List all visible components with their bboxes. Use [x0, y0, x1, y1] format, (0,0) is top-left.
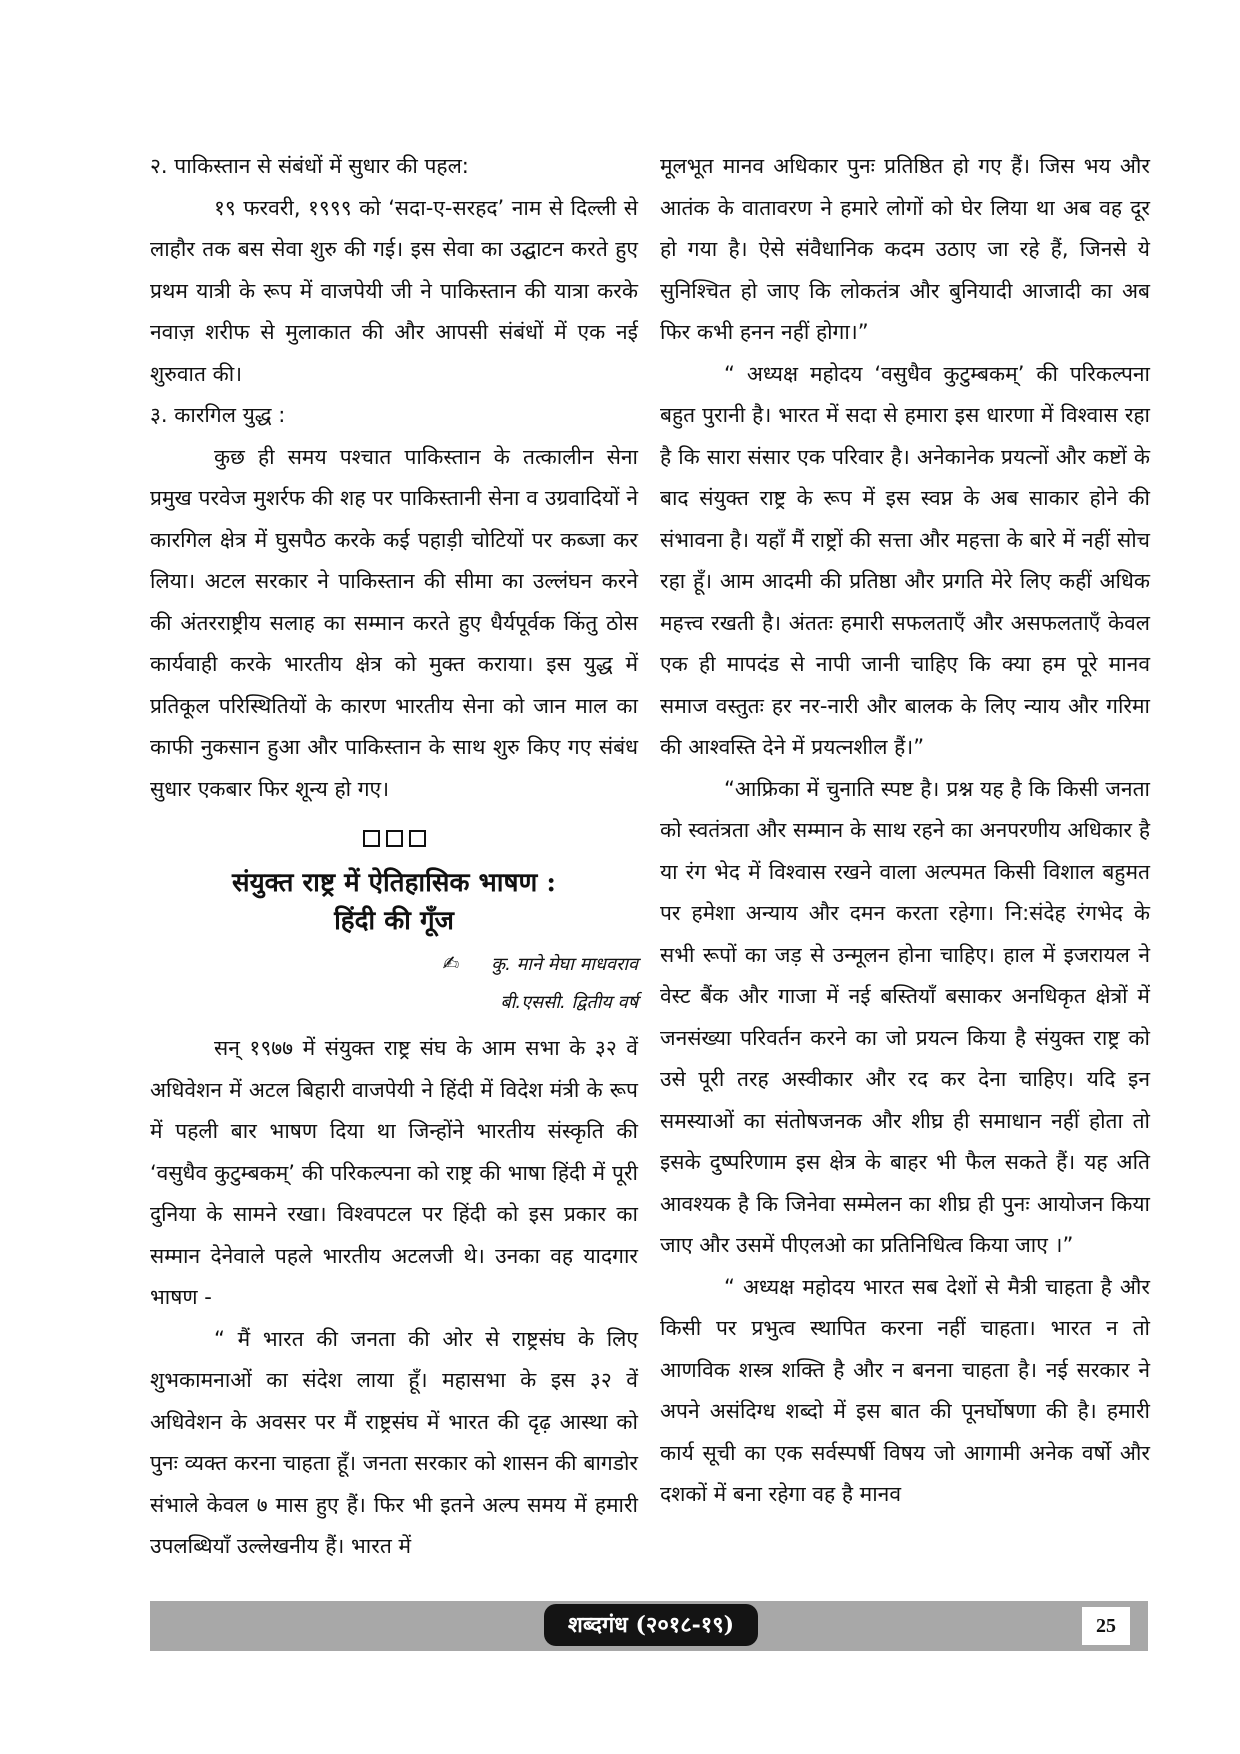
- section-heading-pakistan-relations: २. पाकिस्तान से संबंधों में सुधार की पहल:: [150, 154, 469, 178]
- paragraph-bus-service: १९ फरवरी, १९९९ को ‘सदा-ए-सरहद’ नाम से दिल्ली से लाहौर तक बस सेवा शुरु की गई। इस सेवा का उद्घाटन करते हुए प्रथम यात्री के रूप में वाजपेयी जी ने पाकिस्तान की यात्रा करके नवाज़ शरीफ से मुलाकात की और आपसी संबंधों में एक नई शुरुवात की।: [150, 195, 638, 386]
- paragraph-speech-continued: मूलभूत मानव अधिकार पुनः प्रतिष्ठित हो गए हैं। जिस भय और आतंक के वातावरण ने हमारे लोगों को घेर लिया था अब वह दूर हो गया है। ऐसे संवैधानिक कदम उठाए जा रहे हैं, जिनसे ये सुनिश्चित हो जाए कि लोकतंत्र और बुनियादी आजादी का अब फिर कभी हनन नहीं होगा।”: [660, 154, 1150, 344]
- author-class: बी.एससी. द्वितीय वर्ष: [500, 992, 638, 1013]
- page-footer: [150, 1601, 1148, 1651]
- article-title-line-2: हिंदी की गूँज: [334, 906, 454, 936]
- journal-title: शब्दगंध (२०१८-१९): [544, 1604, 758, 1646]
- section-separator: [150, 818, 638, 858]
- article-title: [150, 864, 638, 940]
- paragraph-un-speech-intro: सन् १९७७ में संयुक्त राष्ट्र संघ के आम सभा के ३२ वें अधिवेशन में अटल बिहारी वाजपेयी ने हिंदी में विदेश मंत्री के रूप में पहली बार भाषण दिया था जिन्होंने भारतीय संस्कृति की ‘वसुधैव कुटुम्बकम्’ की परिकल्पना को राष्ट्र की भाषा हिंदी में पूरी दुनिया के सामने रखा। विश्वपटल पर हिंदी को इस प्रकार का सम्मान देनेवाले पहले भारतीय अटलजी थे। उनका वह यादगार भाषण -: [150, 1036, 638, 1309]
- article-title-line-1: संयुक्त राष्ट्र में ऐतिहासिक भाषण :: [232, 868, 556, 898]
- square-ornament-icon: [386, 830, 403, 847]
- byline: [150, 944, 638, 1022]
- right-column: [660, 146, 1150, 1516]
- pen-icon: ✍: [442, 951, 460, 975]
- paragraph-friendship: “ अध्यक्ष महोदय भारत सब देशों से मैत्री चाहता है और किसी पर प्रभुत्व स्थापित करना नहीं चाहता। भारत न तो आणविक शस्त्र शक्ति है और न बनना चाहता है। नई सरकार ने अपने असंदिग्ध शब्दो में इस बात की पूनर्घोषणा की है। हमारी कार्य सूची का एक सर्वस्पर्षी विषय जो आगामी अनेक वर्षो और दशकों में बना रहेगा वह है मानव: [660, 1274, 1150, 1506]
- paragraph-africa: “आफ्रिका में चुनाति स्पष्ट है। प्रश्न यह है कि किसी जनता को स्वतंत्रता और सम्मान के साथ रहने का अनपरणीय अधिकार है या रंग भेद में विश्वास रखने वाला अल्पमत किसी विशाल बहुमत पर हमेशा अन्याय और दमन करता रहेगा। नि:संदेह रंगभेद के सभी रूपों का जड़ से उन्मूलन होना चाहिए। हाल में इजरायल ने वेस्ट बैंक और गाजा में नई बस्तियाँ बसाकर अनधिकृत क्षेत्रों में जनसंख्या परिवर्तन करने का जो प्रयत्न किया है संयुक्त राष्ट्र को उसे पूरी तरह अस्वीकार और रद कर देना चाहिए। यदि इन समस्याओं का संतोषजनक और शीघ्र ही समाधान नहीं होता तो इसके दुष्परिणाम इस क्षेत्र के बाहर भी फैल सकते हैं। यह अति आवश्यक है कि जिनेवा सम्मेलन का शीघ्र ही पुनः आयोजन किया जाए और उसमें पीएलओ का प्रतिनिधित्व किया जाए ।”: [660, 776, 1150, 1257]
- paragraph-vasudhaiva: “ अध्यक्ष महोदय ‘वसुधैव कुटुम्बकम्’ की परिकल्पना बहुत पुरानी है। भारत में सदा से हमारा इस धारणा में विश्वास रहा है कि सारा संसार एक परिवार है। अनेकानेक प्रयत्नों और कष्टों के बाद संयुक्त राष्ट्र के रूप में इस स्वप्न के अब साकार होने की संभावना है। यहाँ मैं राष्ट्रों की सत्ता और महत्ता के बारे में नहीं सोच रहा हूँ। आम आदमी की प्रतिष्ठा और प्रगति मेरे लिए कहीं अधिक महत्त्व रखती है। अंततः हमारी सफलताएँ और असफलताएँ केवल एक ही मापदंड से नापी जानी चाहिए कि क्या हम पूरे मानव समाज वस्तुतः हर नर-नारी और बालक के लिए न्याय और गरिमा की आश्वस्ति देने में प्रयत्नशील हैं।”: [660, 361, 1150, 759]
- author-name: कु. माने मेघा माधवराव: [491, 954, 638, 975]
- left-column: [150, 146, 638, 1568]
- page-number: 25: [1082, 1607, 1130, 1645]
- paragraph-speech-part-1: “ मैं भारत की जनता की ओर से राष्ट्रसंघ के लिए शुभकामनाओं का संदेश लाया हूँ। महासभा के इस ३२ वें अधिवेशन के अवसर पर मैं राष्ट्रसंघ में भारत की दृढ़ आस्था को पुनः व्यक्त करना चाहता हूँ। जनता सरकार को शासन की बागडोर संभाले केवल ७ मास हुए हैं। फिर भी इतने अल्प समय में हमारी उपलब्धियाँ उल्लेखनीय हैं। भारत में: [150, 1326, 638, 1558]
- paragraph-kargil: कुछ ही समय पश्चात पाकिस्तान के तत्कालीन सेना प्रमुख परवेज मुशर्रफ की शह पर पाकिस्तानी सेना व उग्रवादियों ने कारगिल क्षेत्र में घुसपैठ करके कई पहाड़ी चोटियों पर कब्जा कर लिया। अटल सरकार ने पाकिस्तान की सीमा का उल्लंघन करने की अंतरराष्ट्रीय सलाह का सम्मान करते हुए धैर्यपूर्वक किंतु ठोस कार्यवाही करके भारतीय क्षेत्र को मुक्त कराया। इस युद्ध में प्रतिकूल परिस्थितियों के कारण भारतीय सेना को जान माल का काफी नुकसान हुआ और पाकिस्तान के साथ शुरु किए गए संबंध सुधार एकबार फिर शून्य हो गए।: [150, 444, 638, 801]
- square-ornament-icon: [363, 830, 380, 847]
- square-ornament-icon: [409, 830, 426, 847]
- section-heading-kargil-war: ३. कारगिल युद्ध :: [150, 403, 286, 427]
